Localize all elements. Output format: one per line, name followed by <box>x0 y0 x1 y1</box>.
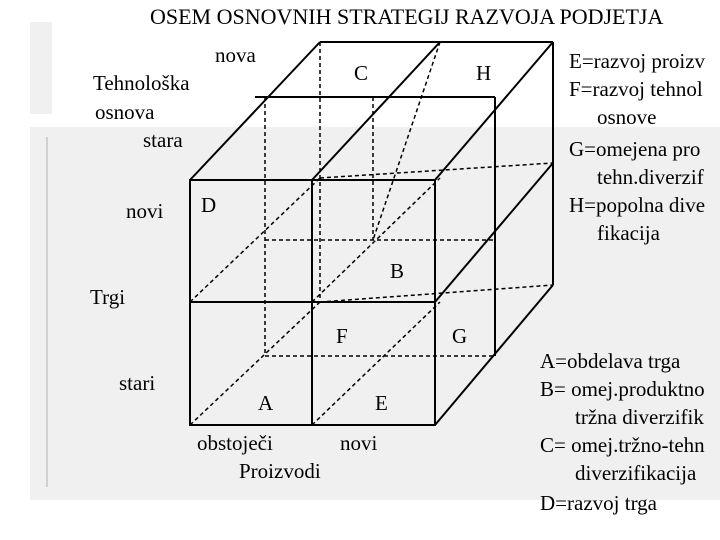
cube-label-a: A <box>258 391 274 415</box>
legend-bottom-item-1: A=obdelava trga <box>540 349 681 373</box>
legend-bottom-item-4: C= omej.tržno-tehn <box>540 433 705 457</box>
axis-technology-old: stara <box>143 128 183 152</box>
legend-top-item-4: G=omejena pro <box>569 137 701 161</box>
axis-markets-new: novi <box>126 199 164 223</box>
legend-bottom-item-5: diverzifikacija <box>575 461 697 485</box>
axis-markets-label: Trgi <box>90 285 126 309</box>
cube-label-h: H <box>476 61 492 85</box>
legend-top-item-7: fikacija <box>597 221 660 245</box>
legend-top-item-6: H=popolna dive <box>569 193 706 217</box>
legend-top-item-1: E=razvoj proizv <box>569 49 706 73</box>
cube-label-f: F <box>336 324 348 348</box>
cube-top-middle-depth <box>312 42 440 180</box>
legend-top-item-3: osnove <box>597 105 657 129</box>
cube-label-d: D <box>201 193 217 217</box>
legend-top-item-5: tehn.diverzif <box>597 165 704 189</box>
legend-top-item-2: F=razvoj tehnol <box>569 77 703 101</box>
cube-hidden-diagonal <box>373 42 440 240</box>
cube-hidden-back-mid-horizontal <box>320 163 553 178</box>
cube-label-b: B <box>390 259 405 283</box>
axis-markets-old: stari <box>119 371 156 395</box>
cube-label-g: G <box>452 324 468 348</box>
axis-products-label: Proizvodi <box>239 459 321 483</box>
axis-technology-label-line2: osnova <box>95 100 155 124</box>
axis-products-existing: obstoječi <box>197 431 273 455</box>
legend-bottom-item-3: tržna diverzifik <box>575 405 704 429</box>
legend-bottom-item-2: B= omej.produktno <box>540 377 705 401</box>
cube-hidden-bottom-left <box>190 302 320 425</box>
axis-technology-label-line1: Tehnološka <box>93 71 190 95</box>
cube-label-e: E <box>375 391 388 415</box>
axis-products-new: novi <box>340 431 378 455</box>
legend-bottom-item-6: D=razvoj trga <box>540 491 657 515</box>
cube-label-c: C <box>354 61 369 85</box>
axis-technology-new: nova <box>215 43 256 67</box>
page-title: OSEM OSNOVNIH STRATEGIJ RAZVOJA PODJETJA <box>150 4 664 29</box>
